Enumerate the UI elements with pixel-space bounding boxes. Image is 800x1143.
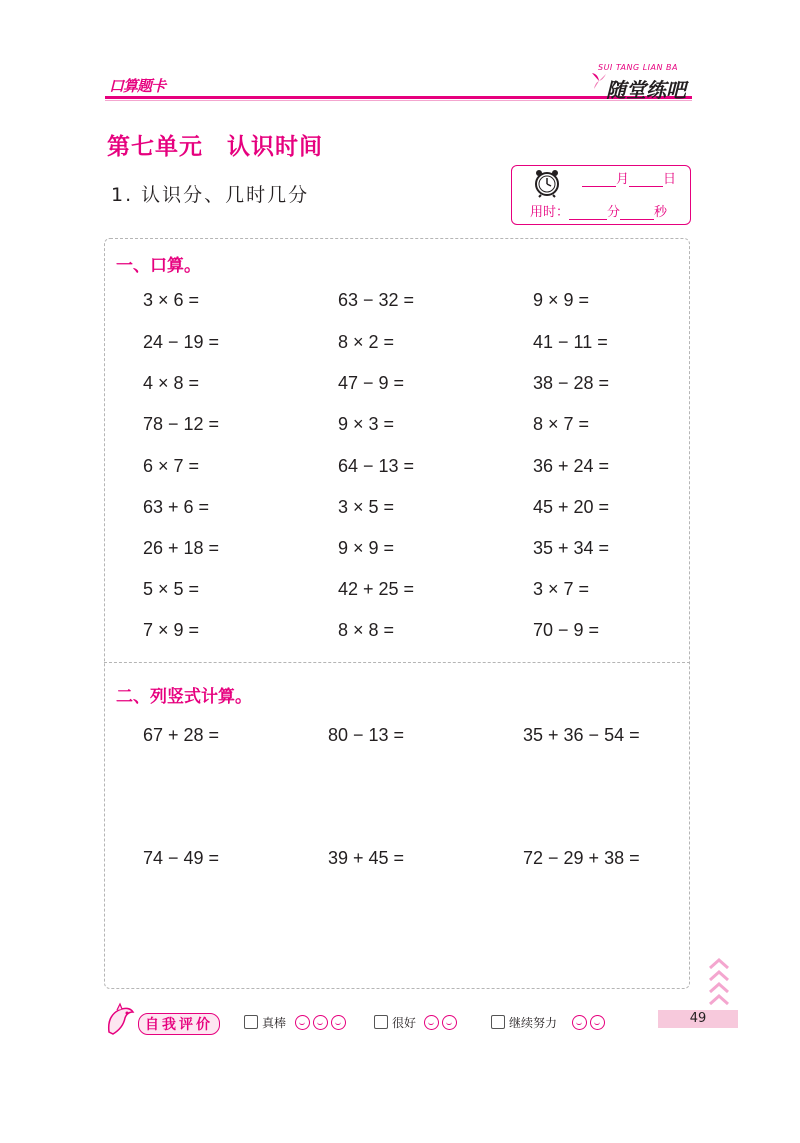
section2-heading: 二、列竖式计算。 bbox=[116, 687, 252, 707]
smiley-icon bbox=[295, 1015, 310, 1030]
oral-problem: 9 × 9 = bbox=[338, 538, 395, 558]
oral-problem: 64 − 13 = bbox=[338, 456, 415, 476]
brand-name: 随堂练吧 bbox=[606, 78, 686, 102]
vertical-problem: 39 + 45 = bbox=[328, 848, 405, 868]
chevron-up-decoration-icon bbox=[708, 958, 730, 1008]
month-blank[interactable] bbox=[582, 172, 616, 187]
oral-problem: 4 × 8 = bbox=[143, 373, 200, 393]
smiley-icon bbox=[572, 1015, 587, 1030]
second-label: 秒 bbox=[654, 205, 668, 220]
eval-checkbox-keep-trying[interactable] bbox=[491, 1015, 505, 1029]
eval-option-keep-trying: 继续努力 bbox=[509, 1016, 558, 1030]
oral-problem: 63 − 32 = bbox=[338, 290, 415, 310]
oral-problem: 5 × 5 = bbox=[143, 579, 200, 599]
brand-pinyin: SUI TANG LIAN BA bbox=[598, 63, 678, 72]
vertical-problem: 67 + 28 = bbox=[143, 725, 220, 745]
oral-problem: 26 + 18 = bbox=[143, 538, 220, 558]
section1-heading: 一、口算。 bbox=[116, 256, 201, 276]
eval-option-great: 真棒 bbox=[262, 1016, 287, 1030]
oral-problem: 8 × 8 = bbox=[338, 620, 395, 640]
smiley-icon bbox=[424, 1015, 439, 1030]
oral-problem: 47 − 9 = bbox=[338, 373, 405, 393]
second-blank[interactable] bbox=[620, 205, 654, 220]
smiley-icon bbox=[331, 1015, 346, 1030]
lesson-title: 1. 认识分、几时几分 bbox=[111, 184, 310, 206]
dolphin-icon bbox=[103, 1002, 137, 1038]
smiley-icon bbox=[442, 1015, 457, 1030]
oral-problem: 9 × 3 = bbox=[338, 414, 395, 434]
time-row bbox=[530, 201, 667, 220]
eval-checkbox-great[interactable] bbox=[244, 1015, 258, 1029]
time-label: 用时： bbox=[530, 205, 570, 220]
vertical-problem: 72 − 29 + 38 = bbox=[523, 848, 640, 868]
header-rule-light bbox=[105, 100, 692, 101]
oral-problem: 8 × 2 = bbox=[338, 332, 395, 352]
date-row bbox=[582, 168, 676, 187]
oral-problem: 3 × 5 = bbox=[338, 497, 395, 517]
oral-problem: 3 × 7 = bbox=[533, 579, 590, 599]
oral-problem: 45 + 20 = bbox=[533, 497, 610, 517]
day-label: 日 bbox=[663, 172, 677, 187]
oral-problem: 63 + 6 = bbox=[143, 497, 210, 517]
smiley-icon bbox=[590, 1015, 605, 1030]
eval-checkbox-good[interactable] bbox=[374, 1015, 388, 1029]
self-eval-label: 自我评价 bbox=[138, 1013, 220, 1035]
oral-problem: 6 × 7 = bbox=[143, 456, 200, 476]
unit-title: 第七单元 认识时间 bbox=[107, 133, 323, 160]
oral-problem: 42 + 25 = bbox=[338, 579, 415, 599]
oral-problem: 9 × 9 = bbox=[533, 290, 590, 310]
oral-problem: 41 − 11 = bbox=[533, 332, 608, 352]
oral-problem: 36 + 24 = bbox=[533, 456, 610, 476]
smiley-icon bbox=[313, 1015, 328, 1030]
oral-problem: 78 − 12 = bbox=[143, 414, 220, 434]
vertical-problem: 80 − 13 = bbox=[328, 725, 405, 745]
oral-problem: 7 × 9 = bbox=[143, 620, 200, 640]
oral-problem: 70 − 9 = bbox=[533, 620, 600, 640]
vertical-problem: 35 + 36 − 54 = bbox=[523, 725, 640, 745]
oral-problem: 35 + 34 = bbox=[533, 538, 610, 558]
oral-problem: 24 − 19 = bbox=[143, 332, 220, 352]
alarm-clock-icon bbox=[532, 168, 562, 198]
header-rule bbox=[105, 96, 692, 99]
vertical-problem: 74 − 49 = bbox=[143, 848, 220, 868]
oral-problem: 3 × 6 = bbox=[143, 290, 200, 310]
minute-blank[interactable] bbox=[569, 205, 607, 220]
minute-label: 分 bbox=[607, 205, 621, 220]
oral-problem: 38 − 28 = bbox=[533, 373, 610, 393]
month-label: 月 bbox=[616, 172, 630, 187]
oral-problem: 8 × 7 = bbox=[533, 414, 590, 434]
header-card-label: 口算题卡 bbox=[109, 77, 166, 95]
page-number: 49 bbox=[689, 1011, 707, 1026]
section-divider bbox=[104, 662, 690, 663]
day-blank[interactable] bbox=[629, 172, 663, 187]
eval-option-good: 很好 bbox=[392, 1016, 417, 1030]
